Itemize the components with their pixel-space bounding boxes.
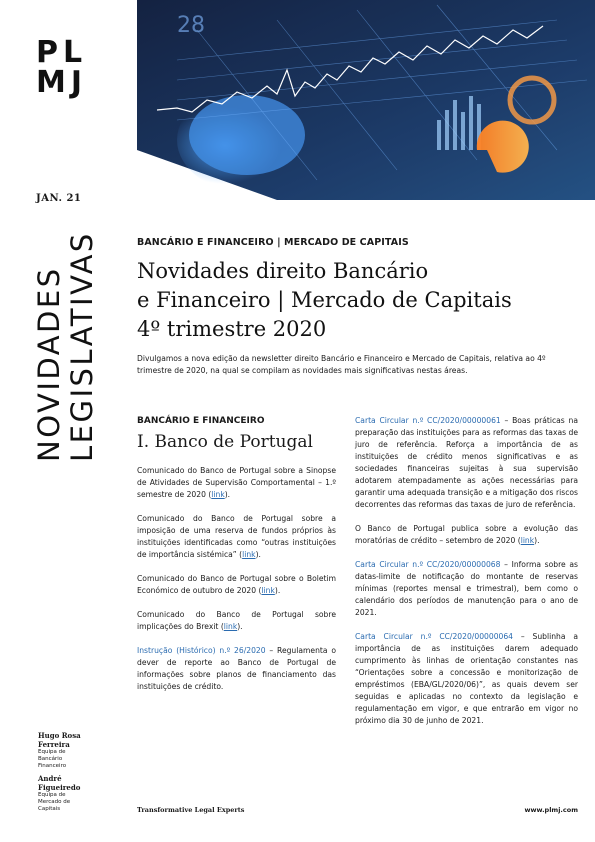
- instrucao-link[interactable]: Instrução (Histórico) n.º 26/2020: [137, 646, 266, 655]
- news-item: [355, 523, 578, 547]
- author-team-line: Mercado de: [38, 799, 71, 805]
- news-link[interactable]: link: [242, 550, 256, 559]
- news-item: [355, 415, 578, 511]
- section-tag: BANCÁRIO E FINANCEIRO | MERCADO DE CAPITAIS: [137, 237, 409, 248]
- author-team: [38, 749, 128, 770]
- plmj-logo: [36, 35, 98, 100]
- vertical-title-line-1: NOVIDADES: [32, 266, 66, 462]
- vertical-title-line-2: LEGISLATIVAS: [65, 231, 99, 462]
- news-link[interactable]: link: [520, 536, 535, 545]
- news-text: Comunicado do Banco de Portugal sobre implicações do Brexit (: [137, 610, 336, 631]
- authors: [38, 731, 128, 817]
- author-name-line-1: André: [38, 774, 62, 783]
- author-team-line: Financeiro: [38, 763, 67, 769]
- author-team-line: Capitais: [38, 806, 61, 812]
- title-line: e Financeiro | Mercado de Capitais: [137, 288, 512, 312]
- circular-link[interactable]: Carta Circular n.º CC/2020/00000068: [355, 560, 501, 569]
- news-text: – Regulamenta o dever de reporte ao Banco de Portugal de informações sobre planos de financiamento das instituições de crédito.: [137, 646, 336, 691]
- author: [38, 774, 128, 813]
- news-item: [137, 465, 336, 501]
- news-item: [355, 559, 578, 619]
- right-column: [355, 415, 578, 739]
- news-item: [137, 609, 336, 633]
- news-item: [137, 645, 336, 693]
- news-link[interactable]: link: [223, 622, 238, 631]
- svg-text:28: 28: [177, 13, 205, 38]
- author: [38, 731, 128, 770]
- title-line: 4º trimestre 2020: [137, 317, 327, 341]
- author-name-line-2: Ferreira: [38, 740, 70, 749]
- page-title: [137, 257, 577, 344]
- author-team: [38, 792, 128, 813]
- news-text: – Informa sobre as datas-limite de notificação do montante de reservas mínimas (reportes mensal e trimestral), bem como o calendário dos períodos de manutenção para o ano de 2021.: [355, 560, 578, 617]
- news-tail: ).: [534, 536, 540, 545]
- subsection-title: I. Banco de Portugal: [137, 432, 313, 452]
- news-tail: ).: [224, 490, 231, 499]
- circular-link[interactable]: Carta Circular n.º CC/2020/00000064: [355, 632, 514, 641]
- circular-link[interactable]: Carta Circular n.º CC/2020/00000061: [355, 416, 501, 425]
- logo-line-1: PL: [36, 35, 88, 70]
- news-link[interactable]: link: [211, 490, 225, 499]
- title-line: Novidades direito Bancário: [137, 259, 429, 283]
- news-item: [137, 513, 336, 561]
- news-text: Comunicado do Banco de Portugal sobre a Sinopse de Atividades de Supervisão Comportamental – 1.º semestre de 2020 (: [137, 466, 336, 499]
- subsection-tag: BANCÁRIO E FINANCEIRO: [137, 416, 265, 426]
- news-tail: ).: [255, 550, 261, 559]
- author-name-line-1: Hugo Rosa: [38, 731, 81, 740]
- author-team-line: Equipa de: [38, 792, 66, 798]
- issue-date: JAN. 21: [36, 193, 82, 204]
- news-text: – Sublinha a importância de as instituições darem adequado cumprimento às linhas de orientação constantes nas “Orientações sobre a concessão e monitorização de empréstimos (EBA/GL/2020/06)”, as quais devem ser seguidas e aplicadas no contexto da legislação e regulamentação em vigor, e que entrarão em vigor no próximo dia 30 de junho de 2021.: [355, 632, 578, 725]
- news-text: O Banco de Portugal publica sobre a evolução das moratórias de crédito – setembro de 2020 (: [355, 524, 578, 545]
- news-text: – Boas práticas na preparação das instituições para as reformas das taxas de juro de referência. Reforça a importância de as instituições de crédito menos significativas e as sociedades financeiras sujeitas à sua supervisão adotarem atempadamente as ações necessárias para garantir uma adequada transição e a mitigação dos riscos decorrentes das reformas das taxas de juro de referência.: [355, 416, 578, 509]
- intro-paragraph: Divulgamos a nova edição da newsletter direito Bancário e Financeiro e Mercado de Capitais, relativa ao 4º trimestre de 2020, na qual se compilam as novidades mais significativas nestas áreas.: [137, 354, 546, 375]
- news-link[interactable]: link: [261, 586, 275, 595]
- logo-line-2: MJ: [36, 65, 88, 100]
- news-text: Comunicado do Banco de Portugal sobre a imposição de uma reserva de fundos próprios às instituições identificadas como “outras instituições de importância sistémica” (: [137, 514, 336, 559]
- author-team-line: Equipa de: [38, 749, 66, 755]
- news-tail: ).: [237, 622, 243, 631]
- news-tail: ).: [274, 586, 281, 595]
- author-team-line: Bancário: [38, 756, 63, 762]
- hero-image: [137, 0, 595, 200]
- footer-website-link[interactable]: www.plmj.com: [524, 806, 578, 814]
- news-text: Comunicado do Banco de Portugal sobre o Boletim Económico de outubro de 2020 (: [137, 574, 336, 595]
- footer-tagline: Transformative Legal Experts: [137, 806, 245, 814]
- left-column: [137, 415, 336, 705]
- news-item: [355, 631, 578, 727]
- author-name-line-2: Figueiredo: [38, 783, 81, 792]
- vertical-title: [33, 231, 99, 462]
- news-item: [137, 573, 336, 597]
